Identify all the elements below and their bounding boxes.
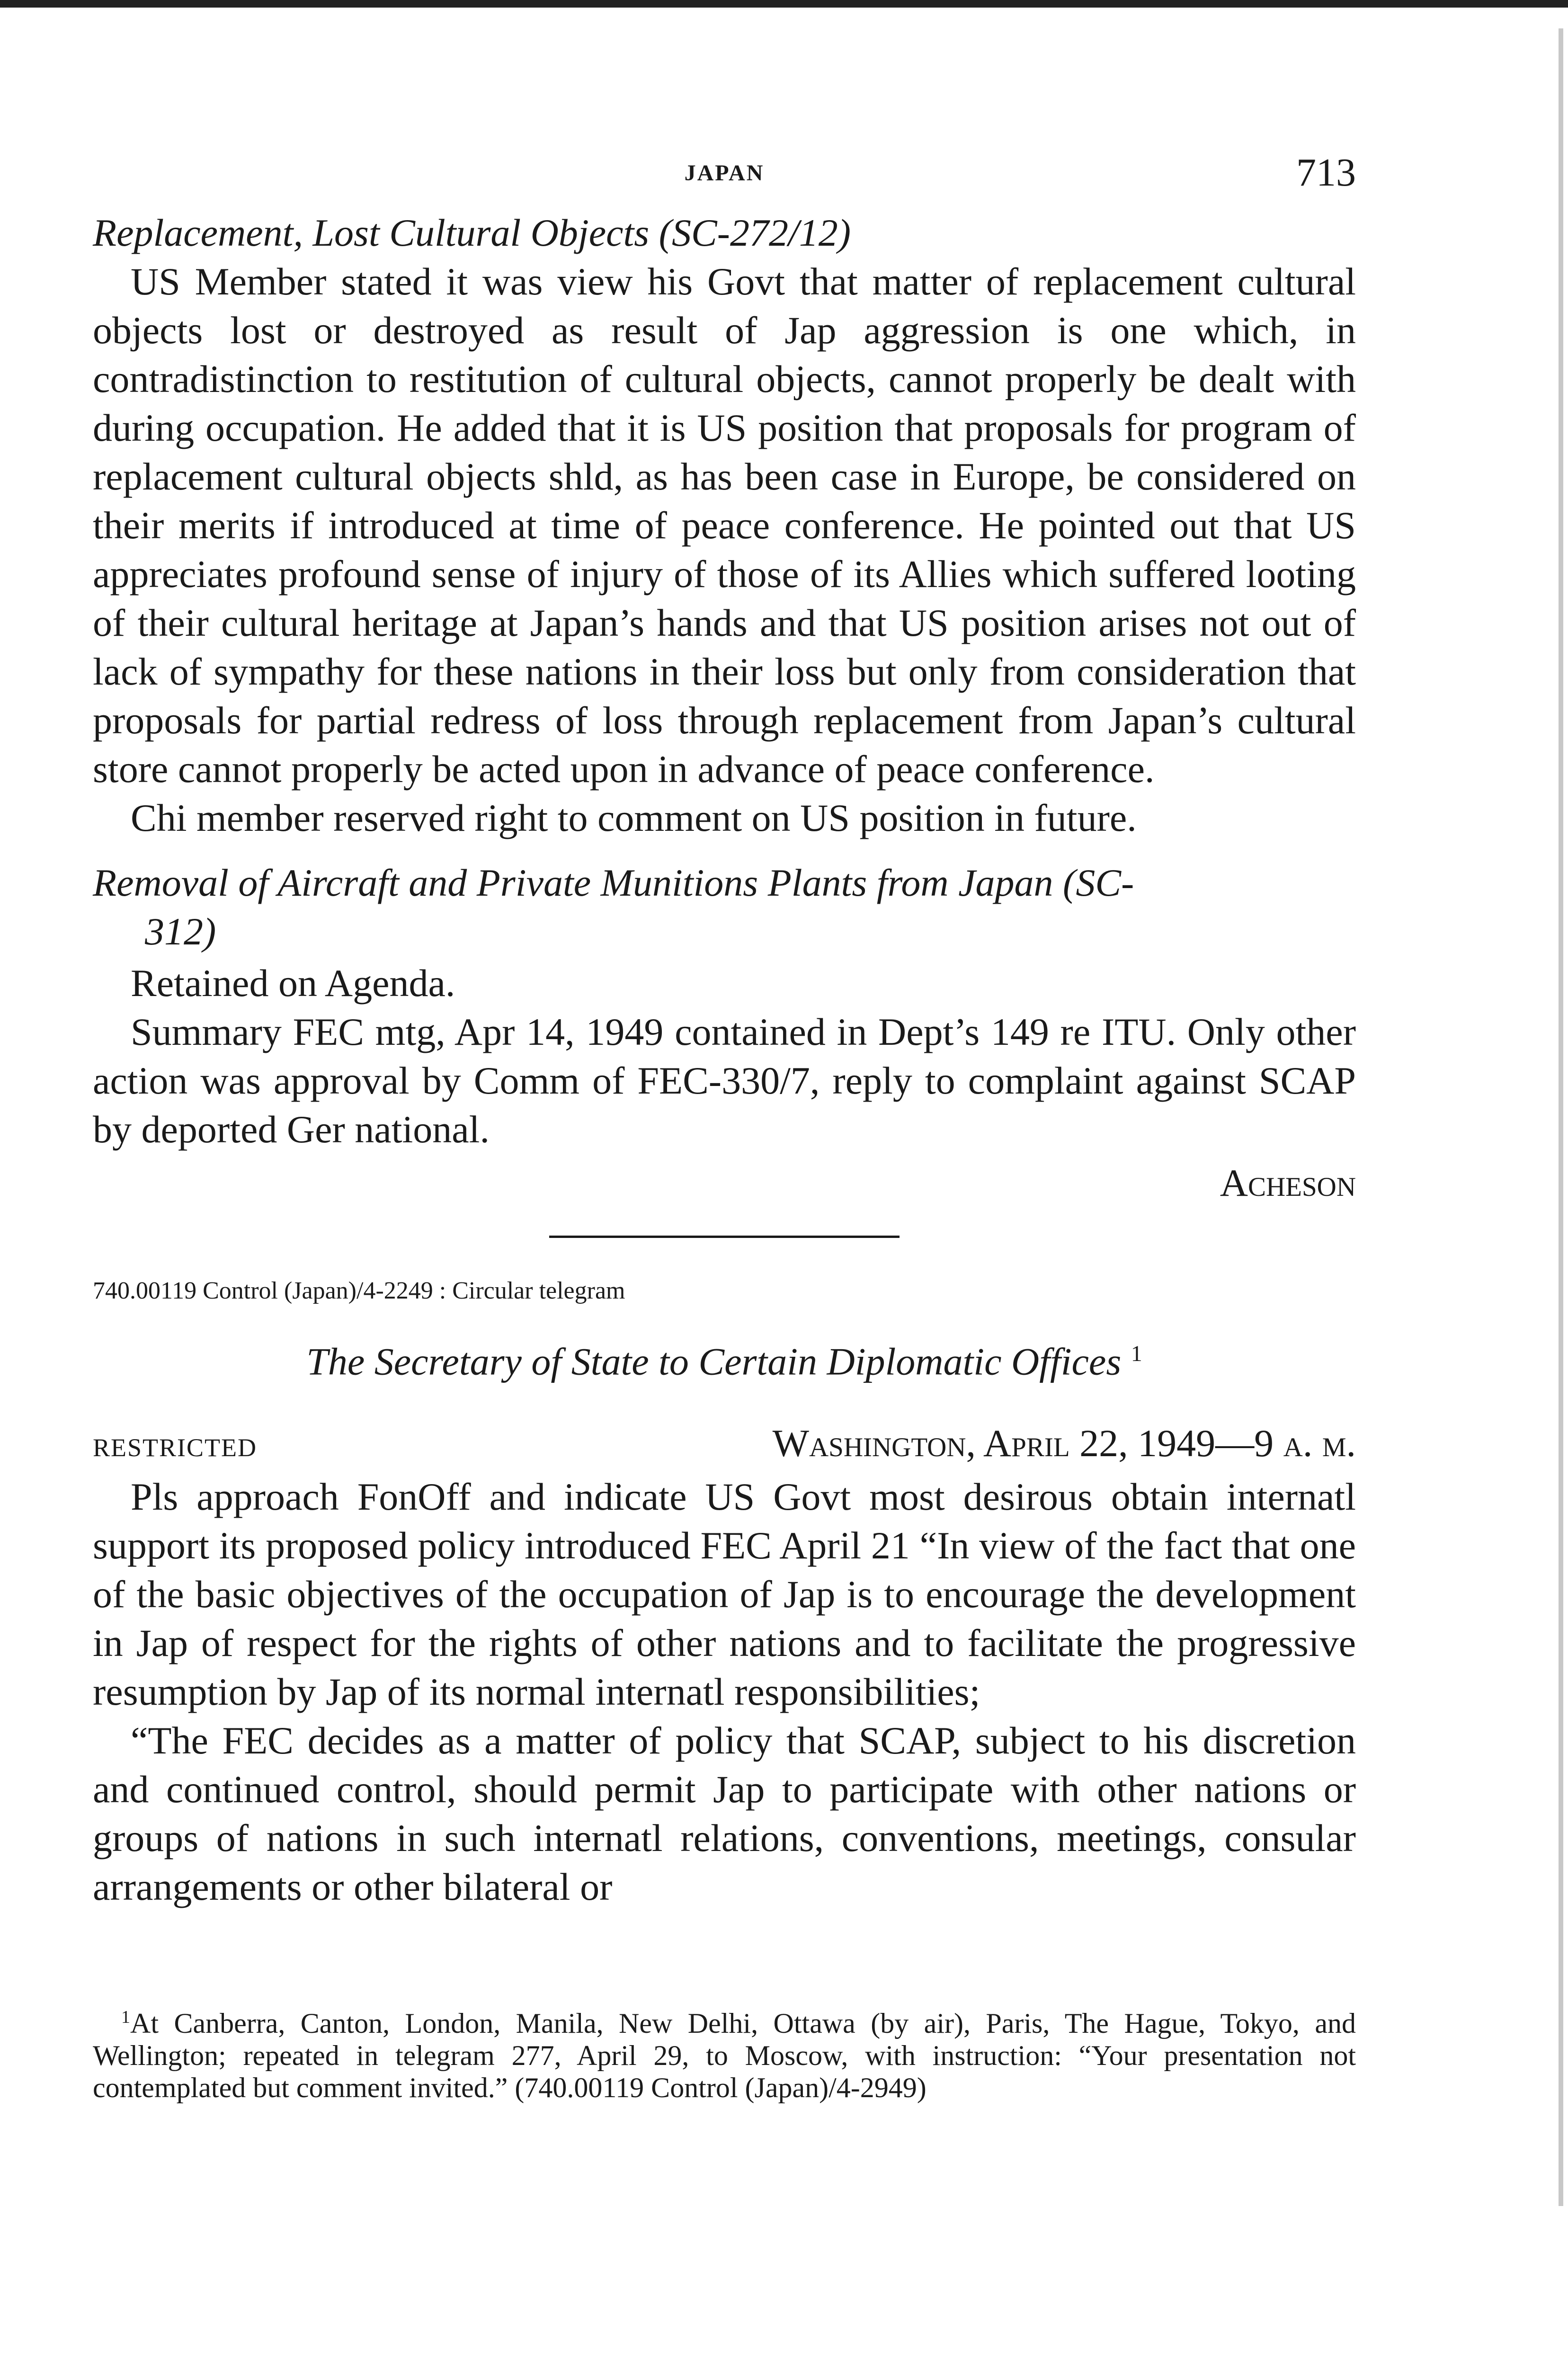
paragraph: Chi member reserved right to comment on US position in future. xyxy=(131,796,1137,839)
classification-label: RESTRICTED xyxy=(93,1433,258,1462)
signature: Acheson xyxy=(1220,1161,1356,1204)
document-title xyxy=(93,1329,1356,1386)
footnote-reference: 1 xyxy=(1131,1341,1142,1366)
page-header xyxy=(93,151,1356,208)
document-title-text: The Secretary of State to Certain Diplomatic Offices xyxy=(306,1340,1122,1383)
page-top-border xyxy=(0,0,1568,8)
section-heading-line: 312) xyxy=(145,910,216,953)
file-reference: 740.00119 Control (Japan)/4-2249 : Circular telegram xyxy=(93,1277,625,1304)
section-divider xyxy=(549,1236,900,1238)
footnotes xyxy=(93,2001,1356,2104)
section-heading-line: Removal of Aircraft and Private Munitions Plants from Japan (SC- xyxy=(93,861,1134,904)
footnote-text: At Canberra, Canton, London, Manila, New Delhi, Ottawa (by air), Paris, The Hague, Tokyo, and Wellington; repeated in telegram 277, April 29, to Moscow, with instruction: “Your presentation not contemplated but comment invited.” (740.00119 Control (Japan)/4-2949) xyxy=(93,2008,1356,2104)
paragraph: “The FEC decides as a matter of policy that SCAP, subject to his discretion and continued control, should permit Jap to participate with other nations or groups of nations in such internatl relations, conventions, meetings, consular arrangements or other bilateral or xyxy=(93,1719,1356,1909)
section-heading-replacement: Replacement, Lost Cultural Objects (SC-272/12) xyxy=(93,211,851,254)
dateline-row xyxy=(93,1419,1356,1472)
section-heading-removal xyxy=(93,858,1356,956)
page-edge-shadow xyxy=(1559,28,1563,2206)
running-head: JAPAN xyxy=(684,160,765,186)
dateline: Washington, April 22, 1949—9 a. m. xyxy=(772,1422,1356,1465)
body-text xyxy=(93,208,1356,1911)
document-page xyxy=(93,151,1356,2104)
paragraph: Retained on Agenda. xyxy=(131,961,455,1005)
paragraph: Pls approach FonOff and indicate US Govt most desirous obtain internatl support its proposed policy introduced FEC April 21 “In view of the fact that one of the basic objectives of the occupation of Jap is to encourage the development in Jap of respect for the rights of other nations and to facilitate the progressive resumption by Jap of its normal internatl responsibilities; xyxy=(93,1475,1356,1714)
footnote xyxy=(93,2001,1356,2104)
paragraph: Summary FEC mtg, Apr 14, 1949 contained in Dept’s 149 re ITU. Only other action was approval by Comm of FEC-330/7, reply to complaint against SCAP by deported Ger national. xyxy=(93,1010,1356,1151)
paragraph: US Member stated it was view his Govt that matter of replacement cultural objects lost or destroyed as result of Jap aggression is one which, in contradistinction to restitution of cultural objects, cannot properly be dealt with during occupation. He added that it is US position that proposals for program of replacement cultural objects shld, as has been case in Europe, be considered on their merits if introduced at time of peace conference. He pointed out that US appreciates profound sense of injury of those of its Allies which suffered looting of their cultural heritage at Japan’s hands and that US position arises not out of lack of sympathy for these nations in their loss but only from consideration that proposals for partial redress of loss through replacement from Japan’s cultural store cannot properly be acted upon in advance of peace conference. xyxy=(93,260,1356,791)
page-number: 713 xyxy=(1296,151,1356,195)
footnote-mark: 1 xyxy=(121,2007,130,2028)
